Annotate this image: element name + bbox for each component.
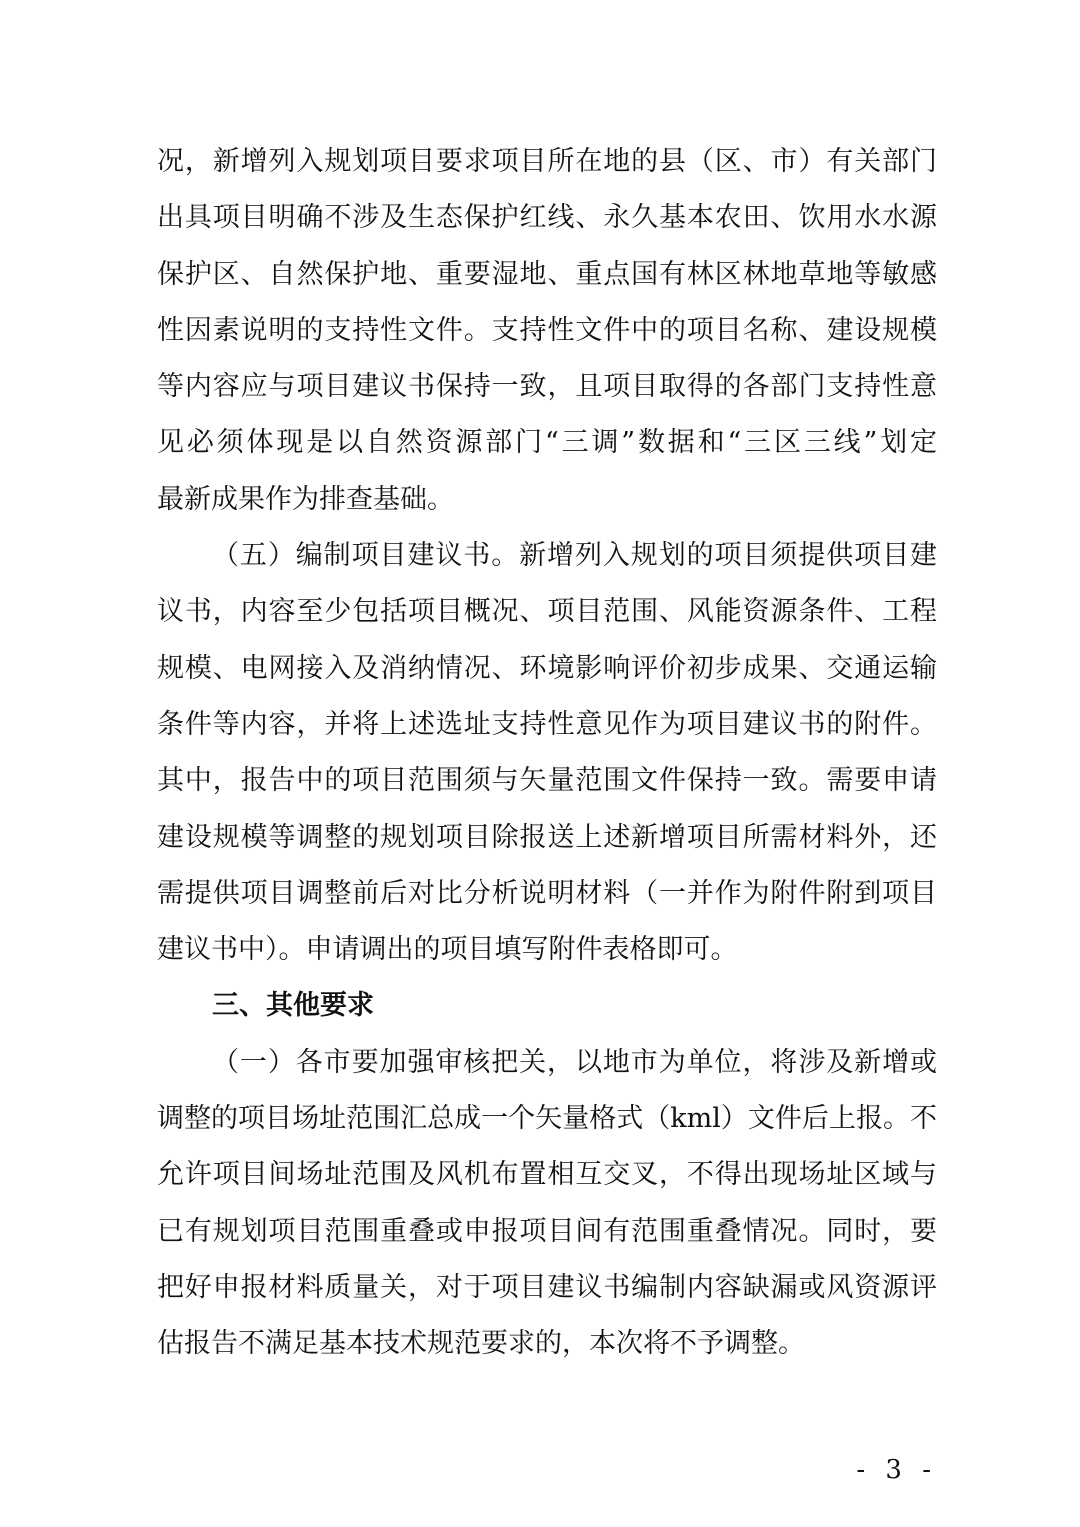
text-line: 况，新增列入规划项目要求项目所在地的县（区、市）有关部门 (157, 146, 937, 177)
text-line: 条件等内容，并将上述选址支持性意见作为项目建议书的附件。 (157, 708, 937, 740)
text-line: 保护区、自然保护地、重要湿地、重点国有林区林地草地等敏感 (157, 258, 937, 290)
text-line: 估报告不满足基本技术规范要求的，本次将不予调整。 (157, 1328, 805, 1360)
paragraph-3 (157, 1035, 937, 1373)
text-line: 建议书中）。申请调出的项目填写附件表格即可。 (157, 934, 738, 966)
text-line: 其中，报告中的项目范围须与矢量范围文件保持一致。需要申请 (157, 765, 937, 797)
text-line: 性因素说明的支持性文件。支持性文件中的项目名称、建设规模 (157, 314, 937, 346)
text-line: 最新成果作为排查基础。 (157, 483, 454, 515)
text-line: 规模、电网接入及消纳情况、环境影响评价初步成果、交通运输 (157, 652, 937, 684)
paragraph-2 (157, 528, 937, 978)
text-line: 见必须体现是以自然资源部门“三调”数据和“三区三线”划定 (157, 427, 937, 459)
paragraph-1 (157, 134, 937, 528)
text-line: 把好申报材料质量关，对于项目建议书编制内容缺漏或风资源评 (157, 1271, 937, 1303)
text-line: 议书，内容至少包括项目概况、项目范围、风能资源条件、工程 (157, 596, 937, 628)
section-heading: 三、其他要求 (212, 990, 374, 1022)
text-line: 已有规划项目范围重叠或申报项目间有范围重叠情况。同时，要 (157, 1215, 937, 1247)
page-number: - 3 - (856, 1455, 937, 1485)
text-line: （一）各市要加强审核把关，以地市为单位，将涉及新增或 (212, 1046, 937, 1078)
text-line: 出具项目明确不涉及生态保护红线、永久基本农田、饮用水水源 (157, 202, 937, 234)
body-text (157, 134, 937, 1373)
text-line: 调整的项目场址范围汇总成一个矢量格式（kml）文件后上报。不 (157, 1103, 937, 1135)
text-line: 需提供项目调整前后对比分析说明材料（一并作为附件附到项目 (157, 877, 937, 909)
text-line: 允许项目间场址范围及风机布置相互交叉，不得出现场址区域与 (157, 1159, 937, 1191)
text-line: （五）编制项目建议书。新增列入规划的项目须提供项目建 (212, 540, 937, 572)
text-line: 建设规模等调整的规划项目除报送上述新增项目所需材料外，还 (157, 821, 937, 853)
text-line: 等内容应与项目建议书保持一致，且项目取得的各部门支持性意 (157, 371, 937, 403)
